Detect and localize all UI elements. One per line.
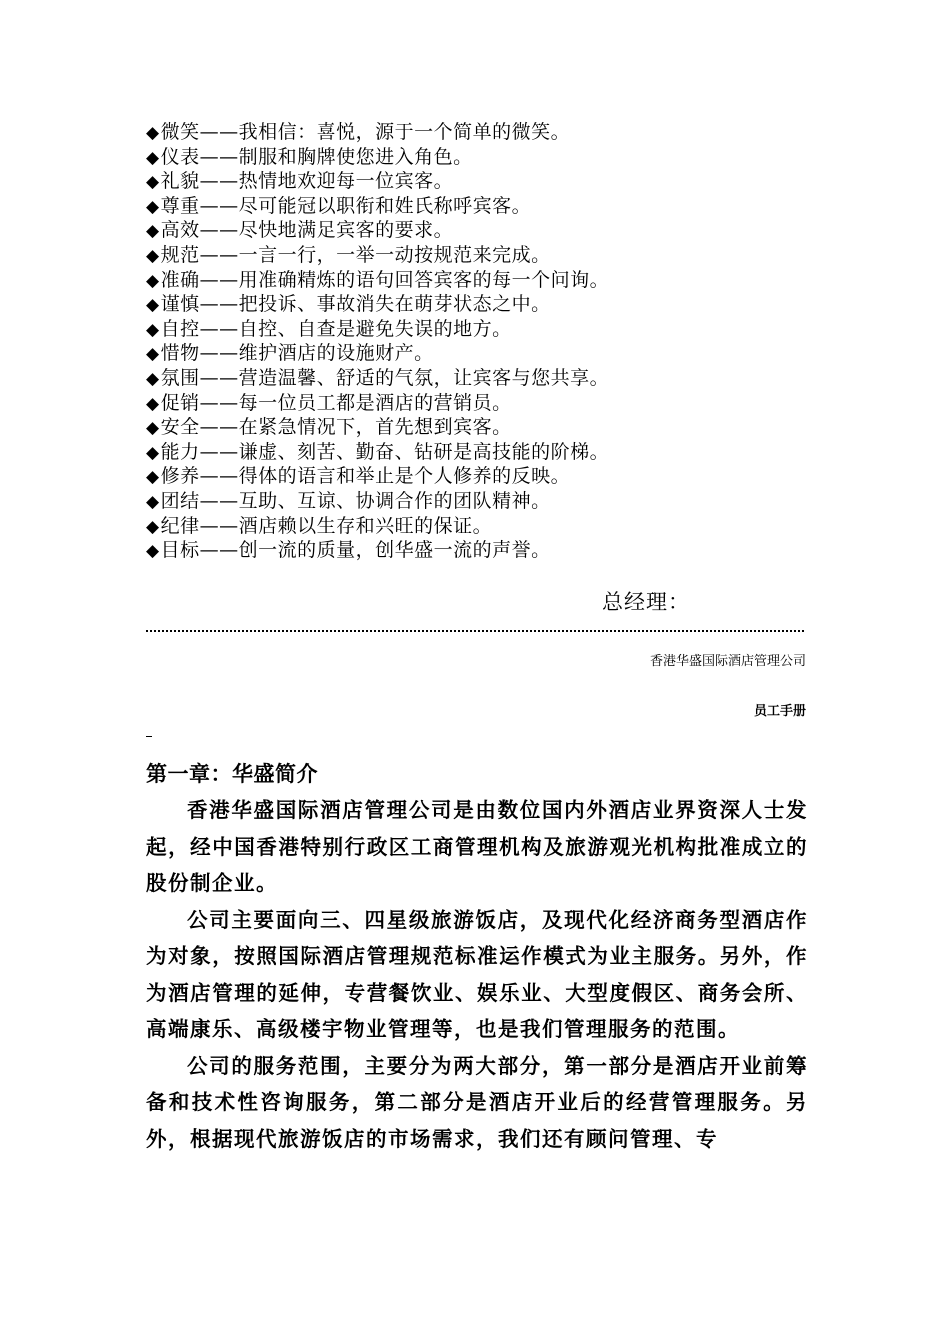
principle-text: 在紧急情况下，首先想到宾客。 <box>238 416 512 439</box>
principle-text: 创一流的质量，创华盛一流的声誉。 <box>238 539 551 562</box>
principle-dash: —— <box>199 416 239 439</box>
diamond-bullet-icon: ◆ <box>146 368 160 389</box>
diamond-bullet-icon: ◆ <box>146 393 160 414</box>
principle-dash: —— <box>199 268 239 291</box>
principle-text: 尽快地满足宾客的要求。 <box>238 219 454 242</box>
principle-text: 一言一行，一举一动按规范来完成。 <box>238 243 551 266</box>
body-paragraph: 公司的服务范围，主要分为两大部分，第一部分是酒店开业前筹备和技术性咨询服务，第二部分是酒店开业后的经营管理服务。另外，根据现代旅游饭店的市场需求，我们还有顾问管理、专 <box>146 1053 808 1151</box>
body-paragraph: 香港华盛国际酒店管理公司是由数位国内外酒店业界资深人士发起，经中国香港特别行政区工商管理机构及旅游观光机构批准成立的股份制企业。 <box>146 798 808 895</box>
principle-dash: —— <box>199 366 239 389</box>
diamond-bullet-icon: ◆ <box>146 196 160 217</box>
principle-item <box>146 366 806 391</box>
principle-dash: —— <box>199 342 239 365</box>
principle-item <box>146 341 806 366</box>
principle-item <box>146 440 806 465</box>
principle-term: 安全 <box>160 416 200 439</box>
principle-item <box>146 292 806 317</box>
principle-item <box>146 391 806 416</box>
diamond-bullet-icon: ◆ <box>146 245 160 266</box>
principle-term: 能力 <box>160 440 200 463</box>
diamond-bullet-icon: ◆ <box>146 541 160 562</box>
principle-item <box>146 514 806 539</box>
principle-item <box>146 120 806 145</box>
company-name-header: 香港华盛国际酒店管理公司 <box>649 654 806 669</box>
diamond-bullet-icon: ◆ <box>146 491 160 512</box>
general-manager-signature-label: 总经理： <box>602 590 690 614</box>
principle-dash: —— <box>199 293 239 316</box>
principle-text: 互助、互谅、协调合作的团队精神。 <box>238 489 551 512</box>
chapter-body <box>146 792 808 1157</box>
principle-text: 用准确精炼的语句回答宾客的每一个问询。 <box>238 268 610 291</box>
principle-item <box>146 194 806 219</box>
diamond-bullet-icon: ◆ <box>146 442 160 463</box>
principle-dash: —— <box>199 170 239 193</box>
diamond-bullet-icon: ◆ <box>146 516 160 537</box>
principle-text: 热情地欢迎每一位宾客。 <box>238 170 454 193</box>
diamond-bullet-icon: ◆ <box>146 270 160 291</box>
principle-dash: —— <box>199 440 239 463</box>
dotted-divider <box>146 630 804 632</box>
principle-item <box>146 538 806 563</box>
principle-term: 规范 <box>160 243 200 266</box>
principle-text: 维护酒店的设施财产。 <box>238 342 434 365</box>
principle-item <box>146 317 806 342</box>
principle-dash: —— <box>199 219 239 242</box>
principle-text: 营造温馨、舒适的气氛，让宾客与您共享。 <box>238 366 610 389</box>
principle-term: 谨慎 <box>160 293 200 316</box>
principle-term: 尊重 <box>160 194 200 217</box>
principle-text: 自控、自查是避免失误的地方。 <box>238 317 512 340</box>
principle-term: 纪律 <box>160 514 200 537</box>
body-paragraph: 公司主要面向三、四星级旅游饭店，及现代化经济商务型酒店作为对象，按照国际酒店管理规范标准运作模式为业主服务。另外，作为酒店管理的延伸，专营餐饮业、娱乐业、大型度假区、商务会所、高端康乐、高级楼宇物业管理等，也是我们管理服务的范围。 <box>146 907 808 1041</box>
diamond-bullet-icon: ◆ <box>146 123 160 143</box>
principle-text: 把投诉、事故消失在萌芽状态之中。 <box>238 293 551 316</box>
principle-item <box>146 243 806 268</box>
principle-dash: —— <box>199 121 239 143</box>
principle-text: 我相信：喜悦，源于一个简单的微笑。 <box>238 121 571 143</box>
document-title-header: 员工手册 <box>753 704 806 719</box>
principle-text: 制服和胸牌使您进入角色。 <box>238 145 473 168</box>
principle-term: 团结 <box>160 489 200 512</box>
document-page <box>146 120 808 1151</box>
principle-item <box>146 169 806 194</box>
principle-item <box>146 145 806 170</box>
principle-term: 自控 <box>160 317 200 340</box>
principle-text: 谦虚、刻苦、勤奋、钻研是高技能的阶梯。 <box>238 440 610 463</box>
principle-term: 修养 <box>160 465 200 488</box>
diamond-bullet-icon: ◆ <box>146 295 160 316</box>
principle-dash: —— <box>199 194 239 217</box>
diamond-bullet-icon: ◆ <box>146 221 160 242</box>
principle-term: 准确 <box>160 268 200 291</box>
diamond-bullet-icon: ◆ <box>146 344 160 365</box>
section-marker <box>146 736 152 737</box>
principle-dash: —— <box>199 391 239 414</box>
service-principles-list <box>146 120 806 563</box>
principle-item <box>146 489 806 514</box>
principle-term: 仪表 <box>160 145 200 168</box>
diamond-bullet-icon: ◆ <box>146 418 160 439</box>
principle-item <box>146 464 806 489</box>
diamond-bullet-icon: ◆ <box>146 172 160 193</box>
principle-term: 氛围 <box>160 366 200 389</box>
principle-term: 高效 <box>160 219 200 242</box>
principle-dash: —— <box>199 514 239 537</box>
principle-text: 得体的语言和举止是个人修养的反映。 <box>238 465 571 488</box>
principle-dash: —— <box>199 465 239 488</box>
principle-dash: —— <box>199 145 239 168</box>
principle-dash: —— <box>199 243 239 266</box>
principle-dash: —— <box>199 317 239 340</box>
principle-term: 微笑 <box>160 121 200 143</box>
diamond-bullet-icon: ◆ <box>146 147 160 168</box>
principle-text: 每一位员工都是酒店的营销员。 <box>238 391 512 414</box>
principle-item <box>146 268 806 293</box>
principle-term: 礼貌 <box>160 170 200 193</box>
principle-item <box>146 218 806 243</box>
principle-term: 促销 <box>160 391 200 414</box>
diamond-bullet-icon: ◆ <box>146 319 160 340</box>
diamond-bullet-icon: ◆ <box>146 467 160 488</box>
principle-item <box>146 415 806 440</box>
principle-text: 尽可能冠以职衔和姓氏称呼宾客。 <box>238 194 532 217</box>
principle-dash: —— <box>199 539 239 562</box>
chapter-title: 第一章：华盛简介 <box>146 762 318 786</box>
principle-term: 目标 <box>160 539 200 562</box>
principle-dash: —— <box>199 489 239 512</box>
principle-text: 酒店赖以生存和兴旺的保证。 <box>238 514 493 537</box>
principle-term: 惜物 <box>160 342 200 365</box>
